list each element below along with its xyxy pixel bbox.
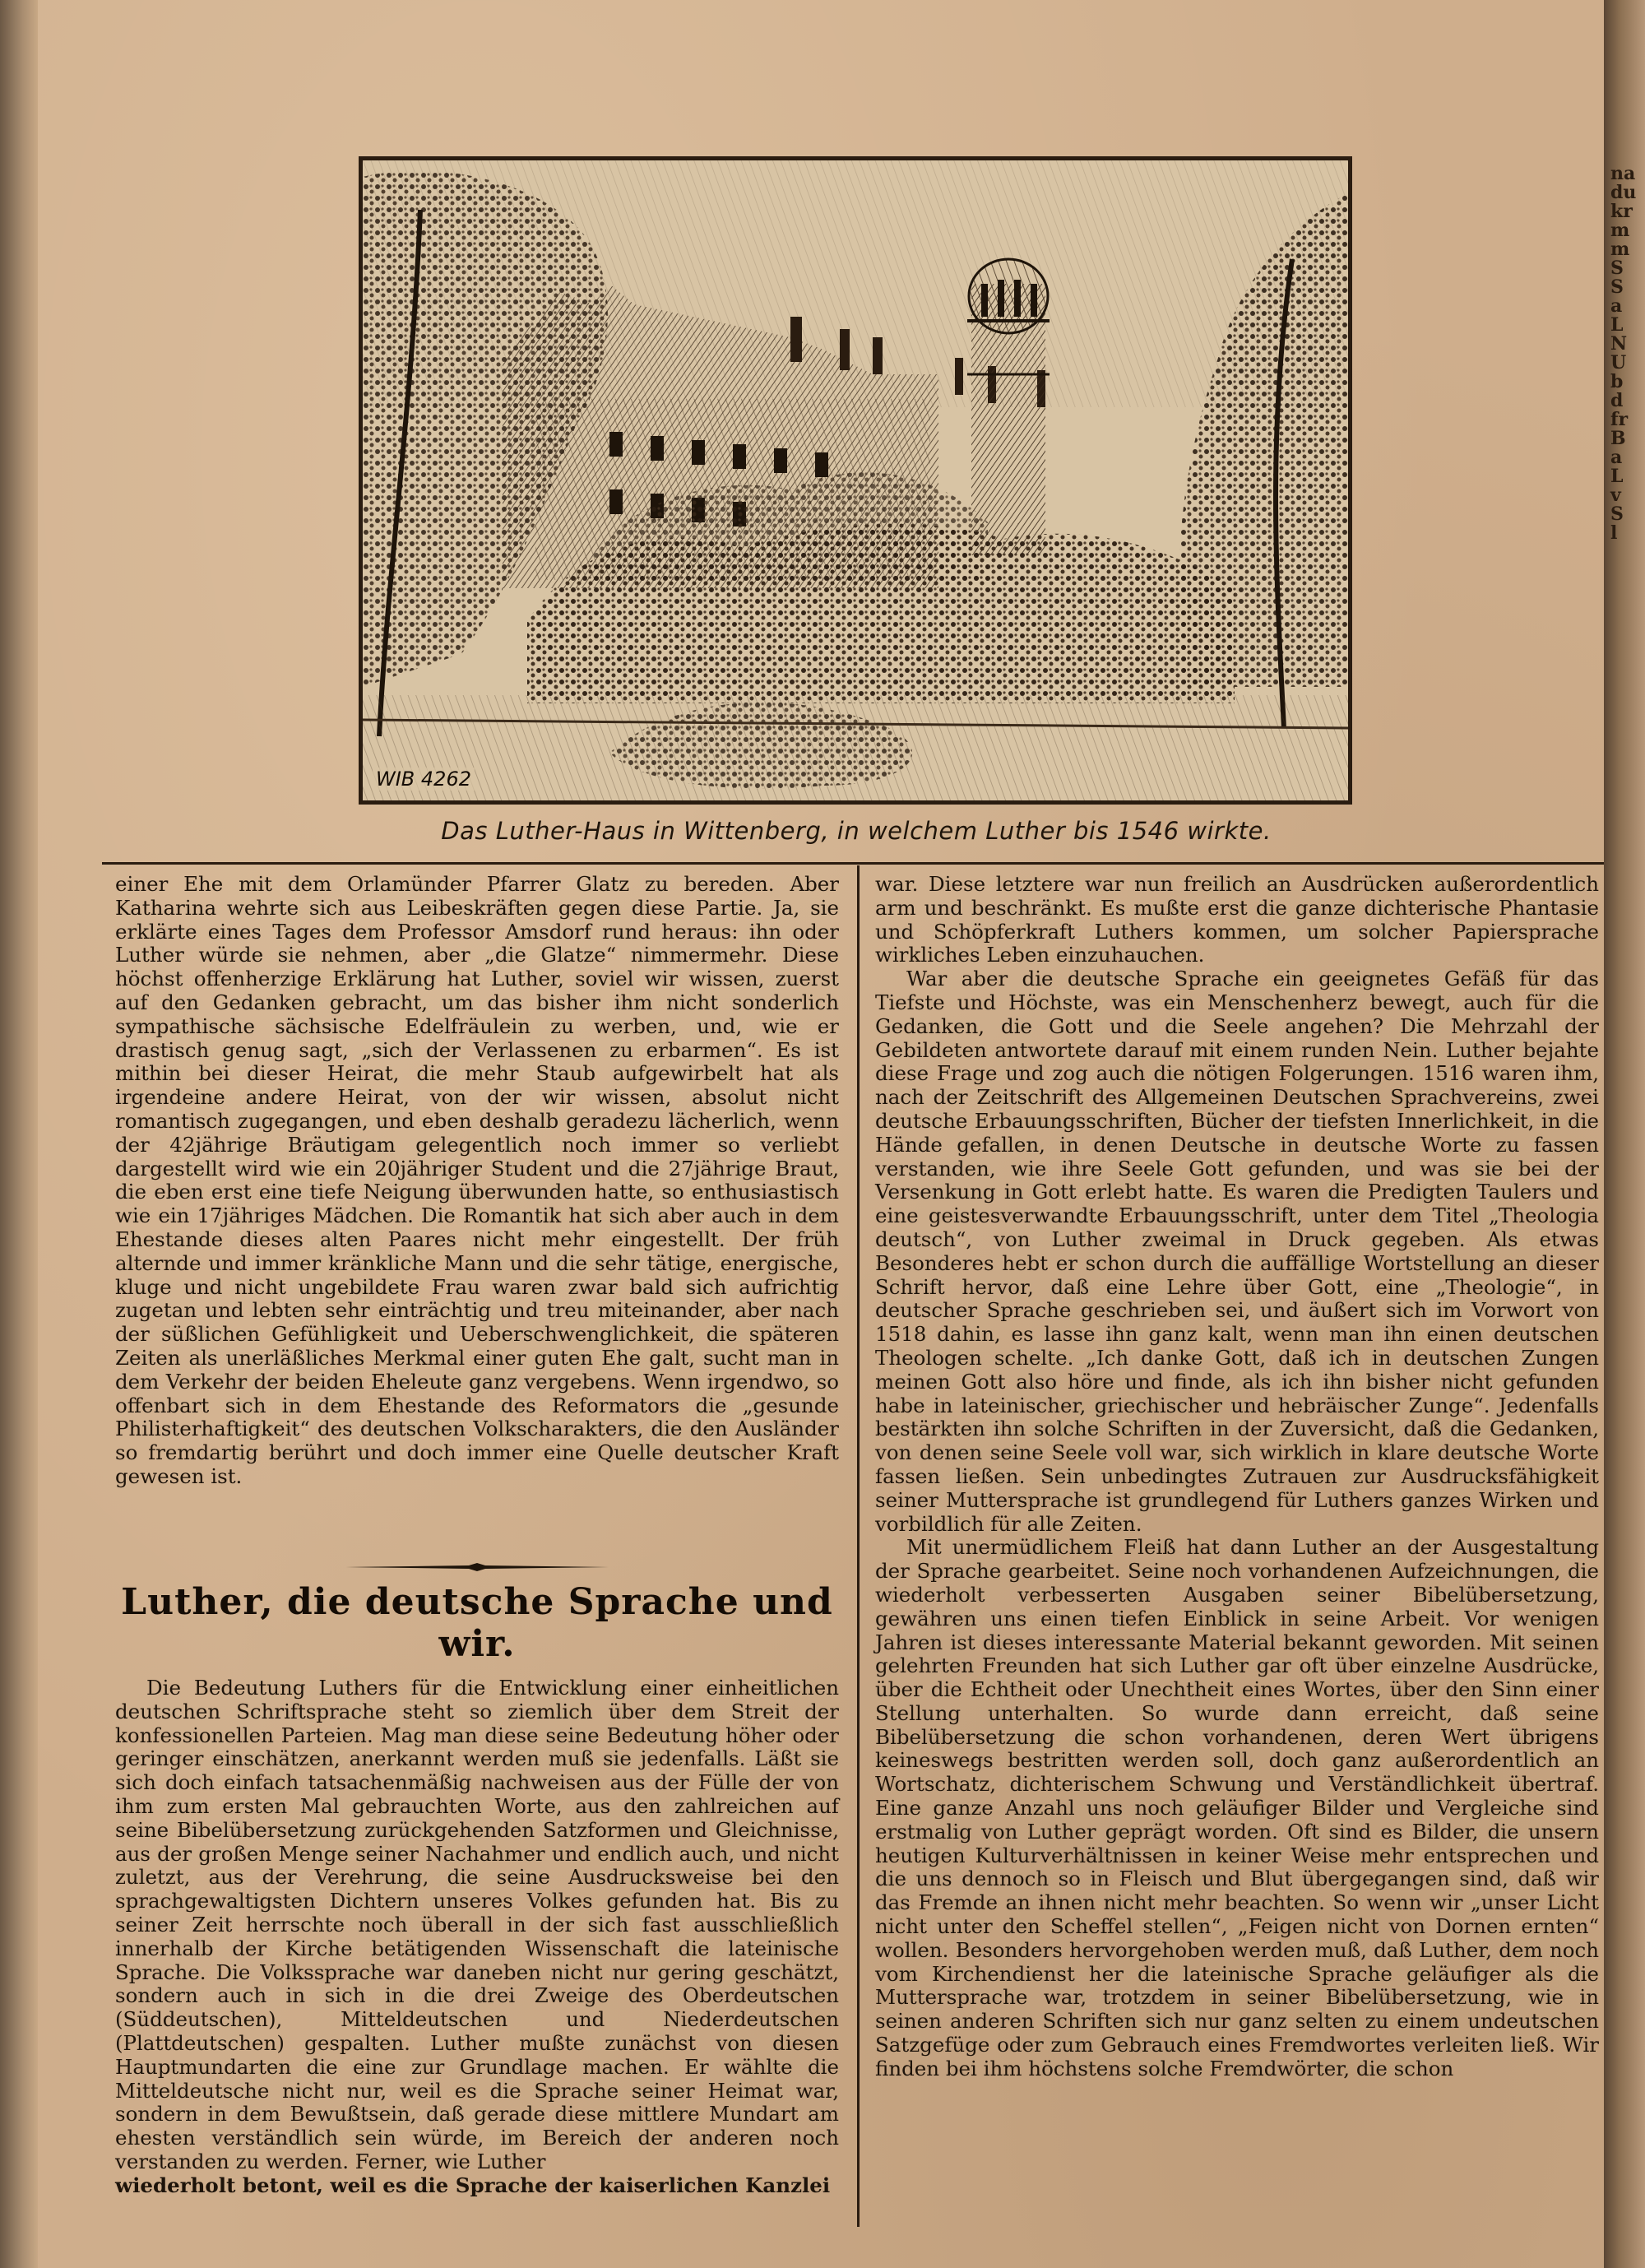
paragraph: Die Bedeutung Luthers für die Entwicklung einer einheitlichen deutschen Schriftsprache steht so ziemlich über dem Streit der konfessionellen Parteien. Mag man diese seine Bedeutung höher oder geringer einschätzen, anerkannt werden muß sie jedenfalls. Läßt sie sich doch einfach tatsachenmäßig nachweisen aus der Fülle der von ihm zum ersten Mal gebrauchten Worte, aus den zahlreichen auf seine Bibelübersetzung zurückgehenden Satzformen und Gleichnisse, aus der großen Menge seiner Nachahmer und endlich auch, und nicht zuletzt, aus der Verehrung, die seine Ausdrucksweise bei den sprachgewaltigsten Dichtern unseres Volkes gefunden hat. Bis zu seiner Zeit herrschte noch überall in der sich fast ausschließlich innerhalb der Kirche betätigenden Wissenschaft die lateinische Sprache. Die Volkssprache war daneben nicht nur gering geschätzt, sondern auch in sich in die drei Zweige des Oberdeutschen (Süddeutschen), Mitteldeutschen und Niederdeutschen (Plattdeutschen) gespalten. Luther mußte zunächst von diesen Hauptmundarten die eine zur Grundlage machen. Er wählte die Mitteldeutsche nicht nur, weil es die Sprache seiner Heimat war, sondern in dem Bewußtsein, daß gerade diese mittlere Mundart am ehesten verständlich sein würde, im Bereich der anderen noch verstanden zu werden. Ferner, wie Luther: [115, 1676, 839, 2173]
edge-letter: L: [1610, 314, 1624, 336]
edge-letter: S: [1610, 276, 1624, 298]
edge-letter: a: [1610, 447, 1623, 468]
edge-letter: v: [1610, 485, 1621, 506]
paragraph: wiederholt betont, weil es die Sprache der kaiserlichen Kanzlei: [115, 2173, 831, 2197]
edge-letter: N: [1610, 333, 1628, 355]
next-page-letters: [1604, 165, 1636, 543]
edge-letter: B: [1610, 428, 1626, 449]
edge-letter: S: [1610, 503, 1624, 525]
edge-letter: m: [1610, 220, 1630, 241]
edge-letter: m: [1610, 239, 1630, 260]
left-column-top: [115, 873, 839, 1489]
edge-letter: na: [1610, 163, 1636, 184]
engraving-image: [363, 160, 1348, 800]
right-column: [875, 873, 1599, 2081]
edge-letter: S: [1610, 257, 1624, 279]
next-page-edge: [1604, 0, 1645, 2268]
paragraph: einer Ehe mit dem Orlamünder Pfarrer Glatz zu bereden. Aber Katharina wehrte sich aus Leibeskräften gegen diese Partie. Ja, sie erklärte eines Tages dem Professor Amsdorf rund heraus: ihn oder Luther würde sie nehmen, aber „die Glatze“ nimmermehr. Diese höchst offenherzige Erklärung hat Luther, soviel wir wissen, zuerst auf den Gedanken gebracht, um das bisher ihm nicht sonderlich sympathische sächsische Edelfräulein zu werben, und, wie er drastisch genug sagt, „sich der Verlassenen zu erbarmen“. Es ist mithin bei dieser Heirat, die mehr Staub aufgewirbelt hat als irgendeine andere Heirat, von der wir wissen, absolut nicht romantisch zugegangen, und eben deshalb geradezu lächerlich, wenn der 42jährige Bräutigam gelegentlich noch immer so verliebt dargestellt wird wie ein 20jähriger Student und die 27jährige Braut, die eben erst eine tiefe Neigung überwunden hatte, so enthusiastisch wie ein 17jähriges Mädchen. Die Romantik hat sich aber auch in dem Ehestande dieses alten Paares nicht mehr eingestellt. Der früh alternde und immer kränkliche Mann und die sehr tätige, energische, kluge und nicht ungebildete Frau waren zwar bald sich aufrichtig zugetan und lebten sehr einträchtig und treu miteinander, aber nach der süßlichen Gefühligkeit und Ueberschwenglichkeit, die späteren Zeiten als unerläßliches Merkmal einer guten Ehe galt, sucht man in dem Verkehr der beiden Eheleute ganz vergebens. Wenn irgendwo, so offenbart sich in dem Ehestande des Reformators die „gesunde Philisterhaftigkeit“ des deutschen Volkscharakters, die den Ausländer so fremdartig berührt und doch immer eine Quelle deutscher Kraft gewesen ist.: [115, 872, 839, 1488]
binding-spine: [0, 0, 38, 2268]
section-heading: Luther, die deutsche Sprache und wir.: [121, 1581, 833, 1665]
edge-letter: du: [1610, 182, 1637, 203]
paragraph: Mit unermüdlichem Fleiß hat dann Luther an der Ausgestaltung der Sprache gearbeitet. Seine noch vorhandenen Aufzeichnungen, die wiederholt verbesserten Ausgaben seiner Bibelübersetzung, gewähren uns einen tiefen Einblick in seine Arbeit. Vor wenigen Jahren ist dieses interessante Material bekannt geworden. Mit seinen gelehrten Freunden hat sich Luther gar oft über einzelne Ausdrücke, über die Echtheit oder Unechtheit eines Wortes, über den Sinn einer Stellung unterhalten. So wurde dann erreicht, daß seine Bibelübersetzung die schon vorhandenen, deren Wert übrigens keineswegs bestritten werden soll, doch ganz außerordentlich an Wortschatz, dichterischem Schwung und Verständlichkeit übertraf. Eine ganze Anzahl uns noch geläufiger Bilder und Vergleiche sind erstmalig von Luther geprägt worden. Oft sind es Bilder, die unsern heutigen Kulturverhältnissen in keiner Weise mehr entsprechen und die uns dennoch so in Fleisch und Blut übergegangen sind, daß wir das Fremde an ihnen nicht mehr beachten. So wenn wir „unser Licht nicht unter den Scheffel stellen“, „Feigen nicht von Dornen ernten“ wollen. Besonders hervorgehoben werden muß, daß Luther, dem noch vom Kirchendienst her die lateinische Sprache geläufiger als die Muttersprache war, trotzdem in seiner Bibelübersetzung, wie in seinen anderen Schriften sich nur ganz selten zu einem undeutschen Satzgefüge oder zum Gebrauch eines Fremdwortes verleiten ließ. Wir finden bei ihm höchstens solche Fremdwörter, die schon: [875, 1535, 1599, 2080]
edge-letter: fr: [1610, 409, 1629, 430]
column-divider: [857, 865, 860, 2227]
edge-letter: kr: [1610, 201, 1633, 222]
luther-house-illustration: [359, 156, 1352, 805]
horizontal-divider: [102, 862, 1604, 865]
edge-letter: L: [1610, 466, 1624, 487]
edge-letter: l: [1610, 522, 1618, 544]
edge-letter: b: [1610, 371, 1624, 392]
left-column-bottom: [115, 1677, 839, 2198]
paragraph: war. Diese letztere war nun freilich an Ausdrücken außerordentlich arm und beschränkt. Es mußte erst die ganze dichterische Phantasie und Schöpferkraft Luthers kommen, um solcher Papiersprache wirkliches Leben einzuhauchen.: [875, 872, 1599, 967]
paragraph: War aber die deutsche Sprache ein geeignetes Gefäß für das Tiefste und Höchste, was ein Menschenherz bewegt, auch für die Gedanken, die Gott und die Seele angehen? Die Mehrzahl der Gebildeten antwortete darauf mit einem runden Nein. Luther bejahte diese Frage und zog auch die nötigen Folgerungen. 1516 waren ihm, nach der Zeitschrift des Allgemeinen Deutschen Sprachvereins, zwei deutsche Erbauungsschriften, Bücher der tiefsten Innerlichkeit, in die Hände gefallen, in denen Deutsche in deutsche Worte zu fassen verstanden, wie ihre Seele Gott gefunden, und was sie bei der Versenkung in Gott erlebt hatte. Es waren die Predigten Taulers und eine geistesverwandte Erbauungsschrift, unter dem Titel „Theologia deutsch“, von Luther zweimal in Druck gegeben. Als etwas Besonderes hebt er schon durch die auffällige Wortstellung an dieser Schrift hervor, daß eine Lehre über Gott, eine „Theologie“, in deutscher Sprache geschrieben sei, und äußert sich im Vorwort von 1518 dahin, es lasse ihn ganz kalt, wenn man ihn einen deutschen Theologen schelte. „Ich danke Gott, daß ich in deutschen Zungen meinen Gott also höre und finde, als ich ihn bisher nicht gefunden habe in lateinischer, griechischer und hebräischer Zunge“. Jedenfalls bestärkten ihn solche Schriften in der Zuversicht, daß die Gedanken, von denen seine Seele voll war, sich wirklich in klare deutsche Worte fassen ließen. Sein unbedingtes Zutrauen zur Ausdrucksfähigkeit seiner Muttersprache ist grundlegend für Luthers ganzes Wirken und vorbildlich für alle Zeiten.: [875, 967, 1599, 1536]
edge-letter: d: [1610, 390, 1624, 411]
section-ornament: [345, 1561, 609, 1573]
plate-number: WIB 4262: [373, 768, 475, 791]
edge-letter: U: [1610, 352, 1627, 373]
illustration-caption: Das Luther-Haus in Wittenberg, in welchem Luther bis 1546 wirkte.: [441, 817, 1272, 845]
edge-letter: a: [1610, 295, 1623, 317]
